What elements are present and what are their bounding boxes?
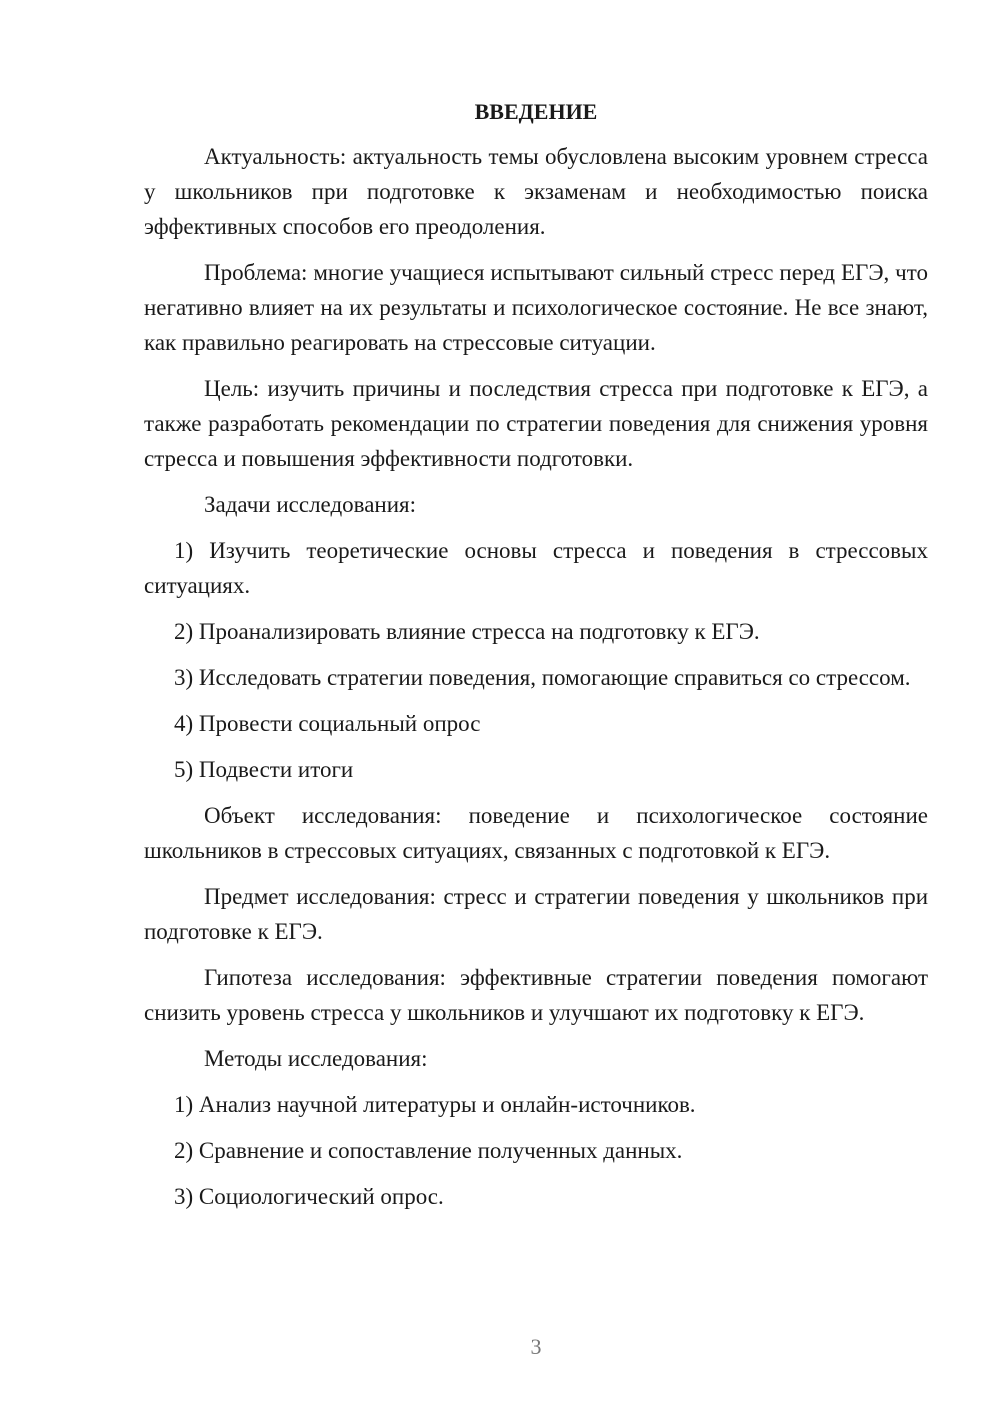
method-item: 2) Сравнение и сопоставление полученных данных.	[174, 1138, 683, 1163]
task-item: 4) Провести социальный опрос	[174, 711, 481, 736]
actuality-paragraph: Актуальность: актуальность темы обусловлена высоким уровнем стресса у школьников при подготовке к экзаменам и необходимостью поиска эффективных способов его преодоления.	[144, 144, 928, 239]
method-item: 1) Анализ научной литературы и онлайн-источников.	[174, 1092, 696, 1117]
object-paragraph: Объект исследования: поведение и психологическое состояние школьников в стрессовых ситуациях, связанных с подготовкой к ЕГЭ.	[144, 803, 928, 863]
methods-heading: Методы исследования:	[204, 1046, 428, 1071]
task-item: 1) Изучить теоретические основы стресса и поведения в стрессовых ситуациях.	[144, 538, 928, 598]
page-number: 3	[530, 1334, 542, 1359]
goal-paragraph: Цель: изучить причины и последствия стресса при подготовке к ЕГЭ, а также разработать рекомендации по стратегии поведения для снижения уровня стресса и повышения эффективности подготовки.	[144, 376, 928, 471]
subject-paragraph: Предмет исследования: стресс и стратегии поведения у школьников при подготовке к ЕГЭ.	[144, 884, 928, 944]
tasks-heading: Задачи исследования:	[204, 492, 417, 517]
task-item: 2) Проанализировать влияние стресса на подготовку к ЕГЭ.	[174, 619, 760, 644]
method-item: 3) Социологический опрос.	[174, 1184, 444, 1209]
hypothesis-paragraph: Гипотеза исследования: эффективные стратегии поведения помогают снизить уровень стресса у школьников и улучшают их подготовку к ЕГЭ.	[144, 965, 928, 1025]
task-item: 5) Подвести итоги	[174, 757, 354, 782]
document-page	[144, 94, 928, 1225]
problem-paragraph: Проблема: многие учащиеся испытывают сильный стресс перед ЕГЭ, что негативно влияет на их результаты и психологическое состояние. Не все знают, как правильно реагировать на стрессовые ситуации.	[144, 260, 928, 355]
page-title: ВВЕДЕНИЕ	[474, 99, 598, 124]
task-item: 3) Исследовать стратегии поведения, помогающие справиться со стрессом.	[174, 665, 911, 690]
